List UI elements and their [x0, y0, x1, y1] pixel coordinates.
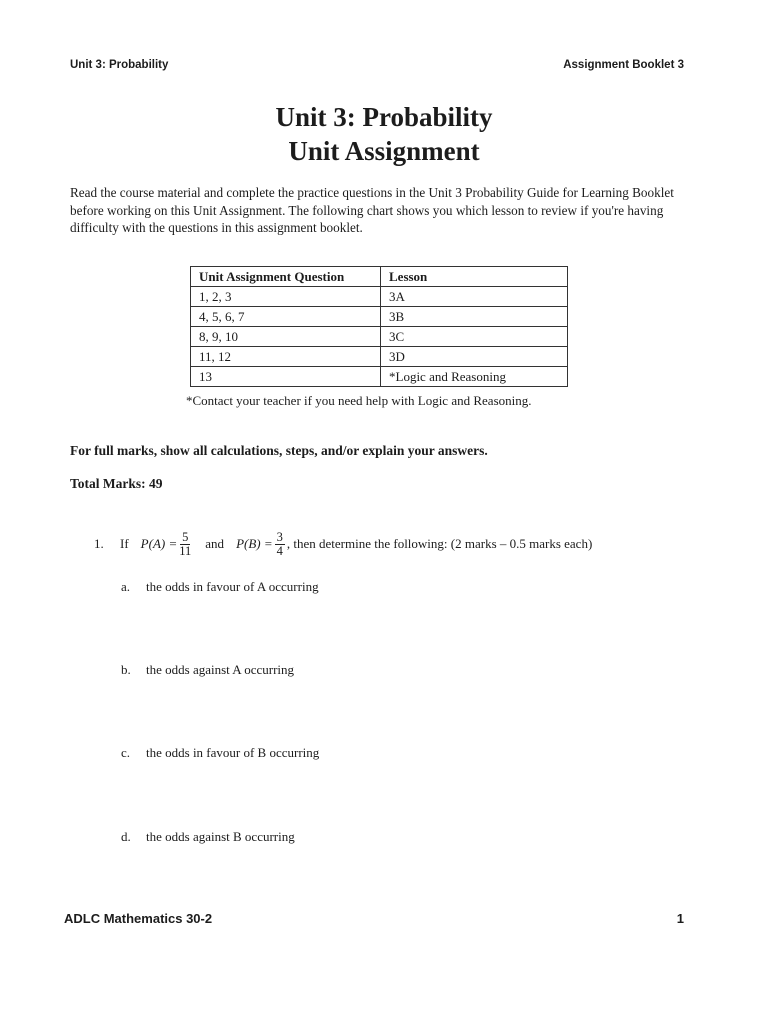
question-part-d — [121, 829, 295, 845]
table-row — [191, 327, 568, 347]
pa-denominator: 11 — [179, 543, 192, 558]
part-text: the odds against A occurring — [146, 662, 295, 677]
table-cell-question: 8, 9, 10 — [191, 327, 381, 347]
page-number: 1 — [676, 911, 684, 926]
table-row — [191, 287, 568, 307]
pa-numerator: 5 — [182, 529, 189, 544]
page-footer — [64, 911, 684, 926]
question-part-c — [121, 745, 319, 761]
table-cell-lesson: 3D — [381, 347, 568, 367]
question-rest: , then determine the following: (2 marks – 0.5 marks each) — [286, 536, 593, 551]
table-row — [191, 367, 568, 387]
pa-fraction — [179, 531, 191, 558]
table-cell-question: 11, 12 — [191, 347, 381, 367]
question-and: and — [205, 536, 225, 551]
table-header-question: Unit Assignment Question — [191, 267, 381, 287]
pb-label: P(B) = — [236, 536, 273, 551]
part-letter: d. — [121, 829, 131, 844]
header-booklet: Assignment Booklet 3 — [563, 59, 684, 71]
question-number: 1. — [94, 536, 104, 551]
instruction-text: For full marks, show all calculations, steps, and/or explain your answers. — [70, 443, 488, 458]
question-part-b — [121, 662, 294, 678]
table-cell-lesson: 3C — [381, 327, 568, 347]
table-row — [191, 307, 568, 327]
part-text: the odds against B occurring — [146, 829, 295, 844]
part-letter: c. — [121, 745, 131, 760]
pb-fraction — [275, 531, 285, 558]
question-1 — [94, 526, 592, 562]
running-header — [70, 59, 684, 71]
title-line-2: Unit Assignment — [288, 136, 480, 166]
part-letter: a. — [121, 579, 131, 594]
table-cell-question: 4, 5, 6, 7 — [191, 307, 381, 327]
part-text: the odds in favour of A occurring — [146, 579, 319, 594]
table-row — [191, 347, 568, 367]
question-if: If — [120, 536, 129, 551]
table-cell-lesson: *Logic and Reasoning — [381, 367, 568, 387]
lesson-table — [190, 266, 568, 387]
question-part-a — [121, 579, 319, 595]
table-header-lesson: Lesson — [381, 267, 568, 287]
table-cell-question: 1, 2, 3 — [191, 287, 381, 307]
pb-denominator: 4 — [276, 543, 283, 558]
table-cell-question: 13 — [191, 367, 381, 387]
title-line-1: Unit 3: Probability — [275, 102, 493, 132]
total-marks: Total Marks: 49 — [70, 476, 163, 491]
table-footnote: *Contact your teacher if you need help with Logic and Reasoning. — [186, 393, 532, 408]
pa-label: P(A) = — [140, 536, 178, 551]
header-unit: Unit 3: Probability — [70, 59, 169, 71]
pb-numerator: 3 — [276, 529, 283, 544]
part-text: the odds in favour of B occurring — [146, 745, 320, 760]
table-cell-lesson: 3B — [381, 307, 568, 327]
part-letter: b. — [121, 662, 131, 677]
intro-paragraph: Read the course material and complete the practice questions in the Unit 3 Probability Guide for Learning Booklet before working on this Unit Assignment. The following chart shows you which lesson to review if you're having difficulty with the questions in this assignment booklet. — [70, 185, 674, 235]
page-title — [0, 100, 768, 168]
table-header-row — [191, 267, 568, 287]
table-cell-lesson: 3A — [381, 287, 568, 307]
footer-course: ADLC Mathematics 30-2 — [64, 911, 213, 926]
